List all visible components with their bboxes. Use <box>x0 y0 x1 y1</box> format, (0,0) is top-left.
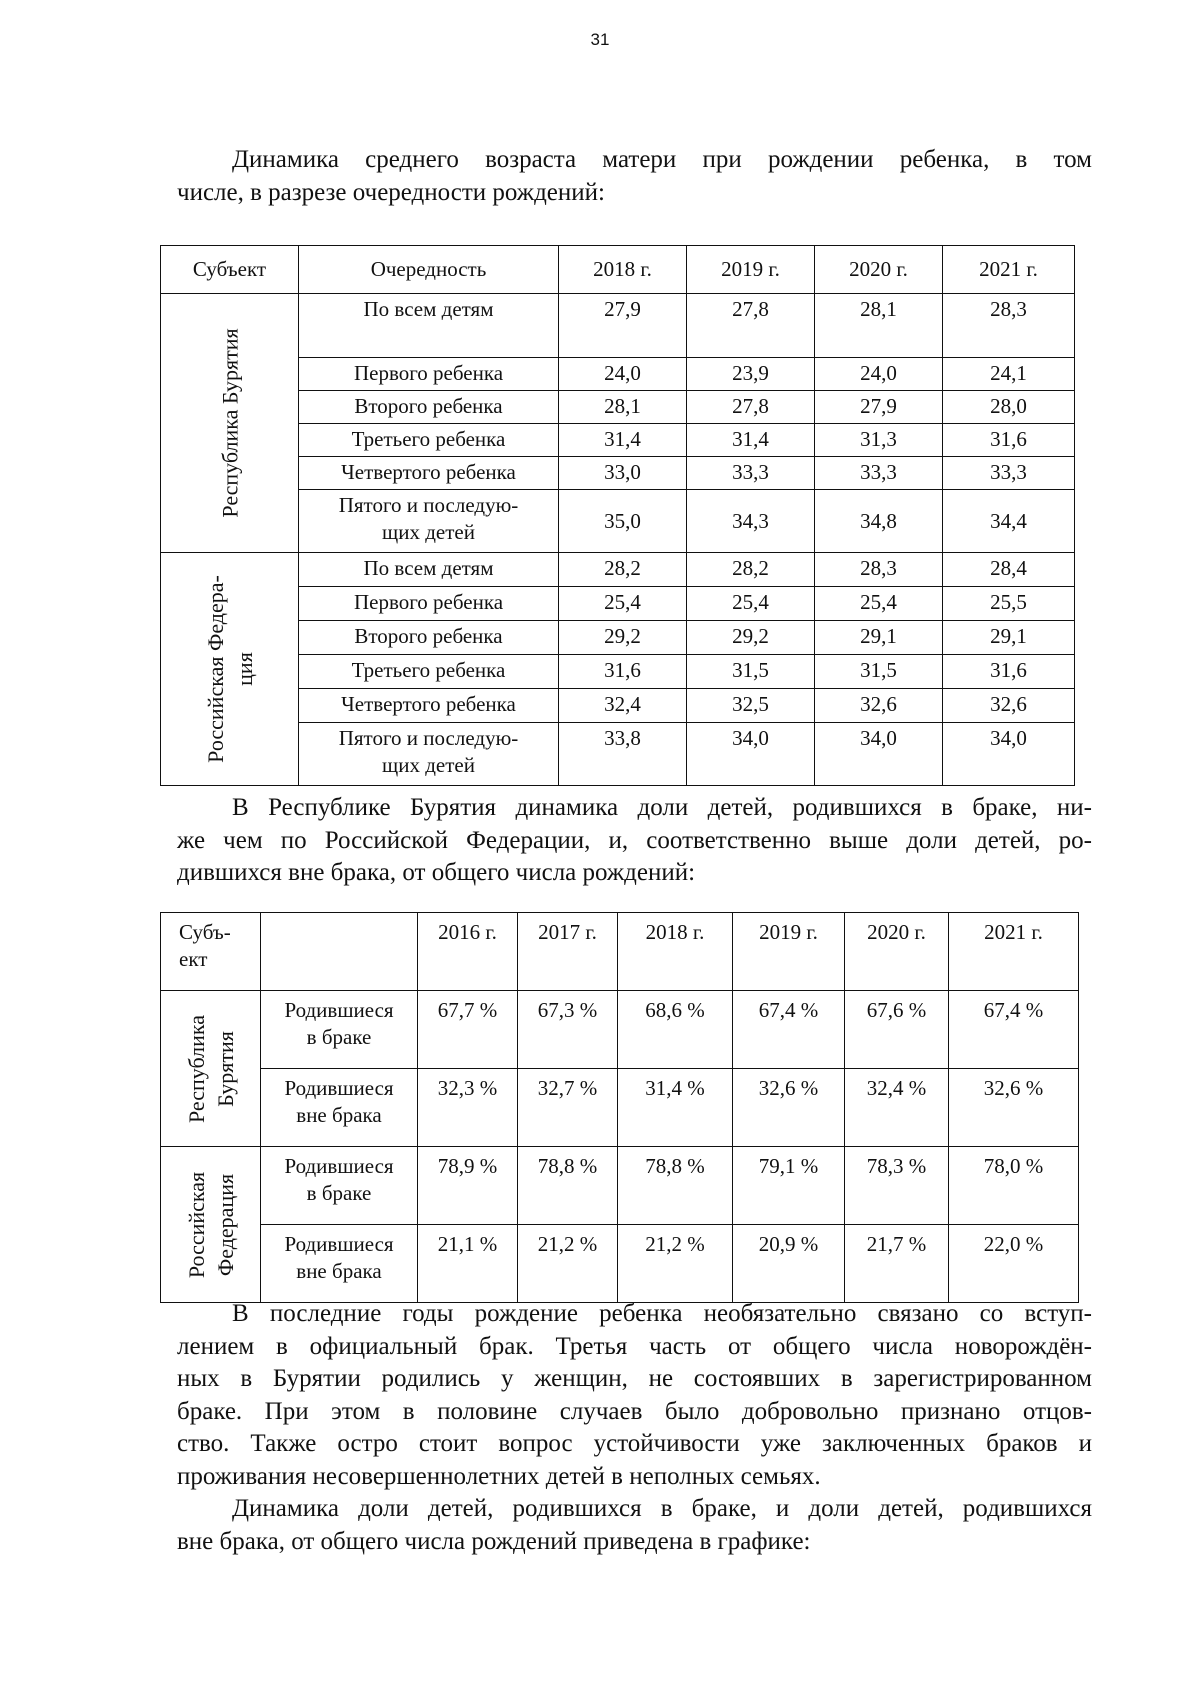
table-row <box>161 1147 1079 1225</box>
header-year: 2016 г. <box>418 913 518 991</box>
value-cell: 34,3 <box>687 490 815 553</box>
intro-paragraph-1 <box>177 144 1092 209</box>
value-cell: 29,1 <box>943 621 1075 655</box>
value-cell: 24,1 <box>943 358 1075 391</box>
value-cell: 29,2 <box>559 621 687 655</box>
value-cell: 31,6 <box>943 424 1075 457</box>
row-label <box>261 1147 418 1225</box>
header-year: 2019 г. <box>733 913 845 991</box>
value-cell: 34,4 <box>943 490 1075 553</box>
row-label: Третьего ребенка <box>299 655 559 689</box>
value-cell: 33,8 <box>559 723 687 786</box>
value-cell: 21,2 % <box>518 1225 618 1303</box>
body-paragraph-4 <box>177 1493 1092 1558</box>
row-label <box>261 1069 418 1147</box>
value-cell: 34,0 <box>943 723 1075 786</box>
subject-cell-russia <box>161 1147 261 1303</box>
value-cell: 78,0 % <box>949 1147 1079 1225</box>
row-label-line: вне брака <box>296 1259 382 1283</box>
value-cell: 28,2 <box>559 553 687 587</box>
value-cell: 32,3 % <box>418 1069 518 1147</box>
row-label-line: щих детей <box>382 753 475 777</box>
row-label: Первого ребенка <box>299 358 559 391</box>
births-in-marriage-table <box>160 912 1079 1303</box>
value-cell: 28,2 <box>687 553 815 587</box>
text-line: проживания несовершеннолетних детей в неполных семьях. <box>177 1462 821 1490</box>
value-cell: 67,7 % <box>418 991 518 1069</box>
header-year: 2017 г. <box>518 913 618 991</box>
value-cell: 31,6 <box>559 655 687 689</box>
value-cell: 31,4 <box>687 424 815 457</box>
value-cell: 28,4 <box>943 553 1075 587</box>
header-subject <box>161 913 261 991</box>
table-row <box>161 294 1075 358</box>
text-line: Динамика среднего возраста матери при рождении ребенка, в том <box>232 146 1092 173</box>
value-cell: 31,6 <box>943 655 1075 689</box>
text-line: Динамика доли детей, родившихся в браке, и доли детей, родившихся <box>232 1495 1092 1522</box>
subject-label: Российская Федера- ция <box>202 575 257 763</box>
row-label-line: в браке <box>306 1025 372 1049</box>
table-row <box>161 1225 1079 1303</box>
value-cell: 25,4 <box>559 587 687 621</box>
value-cell: 31,5 <box>815 655 943 689</box>
value-cell: 28,1 <box>559 391 687 424</box>
header-year: 2019 г. <box>687 246 815 294</box>
table-row <box>161 553 1075 587</box>
row-label-line: в браке <box>306 1181 372 1205</box>
subject-cell-buryatia <box>161 294 299 553</box>
value-cell: 33,3 <box>943 457 1075 490</box>
value-cell: 32,6 <box>815 689 943 723</box>
text-line: браке. При этом в половине случаев было добровольно признано отцов- <box>177 1397 1092 1425</box>
value-cell: 27,9 <box>559 294 687 358</box>
row-label-line: вне брака <box>296 1103 382 1127</box>
row-label-line: щих детей <box>382 520 475 544</box>
text-line: ство. Также остро стоит вопрос устойчивости уже заключенных браков и <box>177 1430 1092 1457</box>
value-cell: 28,3 <box>815 553 943 587</box>
text-line: В последние годы рождение ребенка необязательно связано со вступ- <box>232 1300 1092 1327</box>
value-cell: 31,3 <box>815 424 943 457</box>
value-cell: 24,0 <box>559 358 687 391</box>
value-cell: 27,9 <box>815 391 943 424</box>
table-header-row <box>161 246 1075 294</box>
value-cell: 31,4 <box>559 424 687 457</box>
value-cell: 32,6 <box>943 689 1075 723</box>
subject-cell-buryatia <box>161 991 261 1147</box>
text-line: же чем по Российской Федерации, и, соответственно выше доли детей, ро- <box>177 826 1092 854</box>
value-cell: 67,4 % <box>949 991 1079 1069</box>
value-cell: 21,7 % <box>845 1225 949 1303</box>
row-label-line: Родившиеся <box>284 1232 394 1256</box>
header-subject: Субъект <box>161 246 299 294</box>
header-empty <box>261 913 418 991</box>
value-cell: 21,1 % <box>418 1225 518 1303</box>
body-paragraph-3 <box>177 1298 1092 1493</box>
row-label: Четвертого ребенка <box>299 689 559 723</box>
subject-label: Российская Федерация <box>183 1171 238 1278</box>
header-year: 2018 г. <box>618 913 733 991</box>
text-line: ных в Бурятии родились у женщин, не состоявших в зарегистрированном <box>177 1365 1092 1392</box>
value-cell: 67,4 % <box>733 991 845 1069</box>
header-line: ект <box>179 947 208 971</box>
value-cell: 78,8 % <box>518 1147 618 1225</box>
value-cell: 25,4 <box>687 587 815 621</box>
table-row <box>161 991 1079 1069</box>
value-cell: 23,9 <box>687 358 815 391</box>
mother-age-table <box>160 245 1075 786</box>
value-cell: 32,6 % <box>733 1069 845 1147</box>
value-cell: 21,2 % <box>618 1225 733 1303</box>
row-label <box>261 1225 418 1303</box>
row-label-line: Пятого и последую- <box>338 726 519 750</box>
value-cell: 27,8 <box>687 391 815 424</box>
value-cell: 25,4 <box>815 587 943 621</box>
subject-label: Республика Бурятия <box>183 1014 238 1123</box>
value-cell: 28,3 <box>943 294 1075 358</box>
value-cell: 32,4 <box>559 689 687 723</box>
value-cell: 33,3 <box>687 457 815 490</box>
value-cell: 20,9 % <box>733 1225 845 1303</box>
intro-paragraph-2 <box>177 792 1092 890</box>
header-year: 2020 г. <box>815 246 943 294</box>
row-label: По всем детям <box>299 294 559 358</box>
row-label-line: Пятого и последую- <box>338 493 519 517</box>
value-cell: 31,4 % <box>618 1069 733 1147</box>
value-cell: 78,8 % <box>618 1147 733 1225</box>
value-cell: 25,5 <box>943 587 1075 621</box>
subject-label: Республика Бурятия <box>217 328 242 518</box>
row-label: Третьего ребенка <box>299 424 559 457</box>
value-cell: 32,6 % <box>949 1069 1079 1147</box>
value-cell: 32,7 % <box>518 1069 618 1147</box>
text-line: дившихся вне брака, от общего числа рождений: <box>177 859 696 886</box>
page-number: 31 <box>590 30 610 49</box>
value-cell: 28,1 <box>815 294 943 358</box>
header-year: 2021 г. <box>949 913 1079 991</box>
header-year: 2021 г. <box>943 246 1075 294</box>
row-label-line: Родившиеся <box>284 998 394 1022</box>
value-cell: 33,3 <box>815 457 943 490</box>
text-line: вне брака, от общего числа рождений приведена в графике: <box>177 1527 811 1555</box>
value-cell: 29,2 <box>687 621 815 655</box>
row-label: Первого ребенка <box>299 587 559 621</box>
row-label-line: Родившиеся <box>284 1154 394 1178</box>
row-label <box>299 723 559 786</box>
header-year: 2020 г. <box>845 913 949 991</box>
value-cell: 79,1 % <box>733 1147 845 1225</box>
header-year: 2018 г. <box>559 246 687 294</box>
text-line: числе, в разрезе очередности рождений: <box>177 178 605 206</box>
value-cell: 24,0 <box>815 358 943 391</box>
header-line: Субъ- <box>179 920 231 944</box>
subject-cell-russia <box>161 553 299 786</box>
value-cell: 33,0 <box>559 457 687 490</box>
value-cell: 29,1 <box>815 621 943 655</box>
row-label: Второго ребенка <box>299 391 559 424</box>
value-cell: 78,3 % <box>845 1147 949 1225</box>
table-header-row <box>161 913 1079 991</box>
value-cell: 34,0 <box>815 723 943 786</box>
row-label: Четвертого ребенка <box>299 457 559 490</box>
row-label <box>261 991 418 1069</box>
value-cell: 67,6 % <box>845 991 949 1069</box>
value-cell: 32,5 <box>687 689 815 723</box>
row-label <box>299 490 559 553</box>
row-label: По всем детям <box>299 553 559 587</box>
table-row <box>161 1069 1079 1147</box>
header-order: Очередность <box>299 246 559 294</box>
value-cell: 28,0 <box>943 391 1075 424</box>
value-cell: 67,3 % <box>518 991 618 1069</box>
value-cell: 22,0 % <box>949 1225 1079 1303</box>
value-cell: 34,0 <box>687 723 815 786</box>
row-label: Второго ребенка <box>299 621 559 655</box>
value-cell: 32,4 % <box>845 1069 949 1147</box>
value-cell: 34,8 <box>815 490 943 553</box>
text-line: В Республике Бурятия динамика доли детей, родившихся в браке, ни- <box>232 794 1092 821</box>
row-label-line: Родившиеся <box>284 1076 394 1100</box>
value-cell: 27,8 <box>687 294 815 358</box>
value-cell: 35,0 <box>559 490 687 553</box>
value-cell: 78,9 % <box>418 1147 518 1225</box>
value-cell: 31,5 <box>687 655 815 689</box>
value-cell: 68,6 % <box>618 991 733 1069</box>
text-line: лением в официальный брак. Третья часть от общего числа новорождён- <box>177 1332 1092 1360</box>
